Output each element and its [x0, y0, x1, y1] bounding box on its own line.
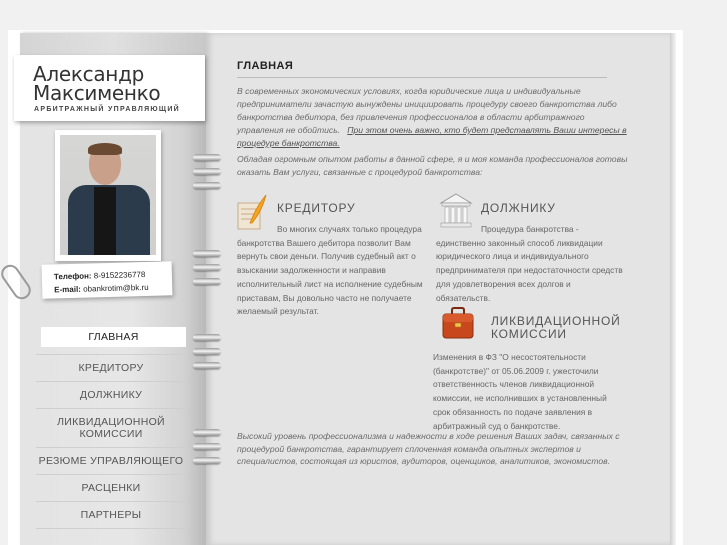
page-edge — [670, 33, 676, 545]
email-label: E-mail: — [54, 284, 82, 295]
nav-item-creditor[interactable]: КРЕДИТОРУ — [36, 355, 186, 382]
nav-item-resume[interactable]: РЕЗЮМЕ УПРАВЛЯЮЩЕГО — [36, 448, 186, 475]
briefcase-icon — [441, 306, 475, 342]
spiral-ring — [193, 429, 221, 436]
phone-label: Телефон: — [53, 271, 92, 282]
spiral-ring — [193, 348, 221, 355]
section-title-liquidation[interactable] — [491, 315, 621, 341]
section-title-debtor[interactable]: ДОЛЖНИКУ — [481, 201, 556, 215]
page-title: ГЛАВНАЯ — [237, 60, 607, 78]
creditor-text: Во многих случаях только процедура банкротства Вашего дебитора позволит Вам вернуть свои деньги. Получив судебный акт о взыскании задолженности и направив исполнительный лист на исполнение судебным приставам, Вы довольно часто не получаете желаемый результат. — [237, 224, 423, 317]
intro-paragraph — [237, 85, 633, 150]
spiral-ring — [193, 168, 221, 175]
intro-link[interactable]: При этом очень важно, кто будет представлять Ваши интересы в процедуре банкротства. — [237, 125, 627, 148]
spiral-ring — [193, 443, 221, 450]
nav-item-liquidation-commission[interactable]: ЛИКВИДАЦИОННОЙ КОМИССИИ — [36, 409, 186, 448]
spiral-ring — [193, 182, 221, 189]
section-text-liquidation — [433, 351, 623, 433]
shirt-shape — [94, 187, 116, 255]
job-subtitle: АРБИТРАЖНЫЙ УПРАВЛЯЮЩИЙ — [34, 106, 181, 113]
email-link[interactable]: obankrotim@bk.ru — [83, 282, 149, 294]
spiral-ring — [193, 154, 221, 161]
email-row — [54, 280, 172, 296]
phone-value: 8-9152236778 — [93, 269, 146, 281]
nav-item-partners[interactable]: ПАРТНЕРЫ — [36, 502, 186, 529]
spiral-ring — [193, 362, 221, 369]
name-card — [14, 55, 205, 121]
spiral-ring — [193, 278, 221, 285]
liquidation-title-line1: ЛИКВИДАЦИОННОЙ — [491, 314, 621, 328]
hair-shape — [88, 143, 122, 155]
section-text-debtor — [436, 223, 626, 305]
liquidation-title-line2: КОМИССИИ — [491, 327, 567, 341]
name-last: Максименко — [33, 81, 161, 105]
nav-item-prices[interactable]: РАСЦЕНКИ — [36, 475, 186, 502]
spiral-ring — [193, 264, 221, 271]
main-nav — [36, 327, 186, 529]
contact-card — [42, 261, 173, 298]
portrait-image — [60, 135, 156, 255]
outro-paragraph: Высокий уровень профессионализма и надежности в ходе решения Ваших задач, связанных с процедурой банкротства, гарантирует сплоченная команда опытных экспертов и специалистов, состоящая из юристов, аудиторов, оценщиков, аналитиков, экономистов. — [237, 431, 620, 466]
nav-item-home[interactable]: ГЛАВНАЯ — [41, 327, 186, 347]
liquidation-text: Изменения в ФЗ "О несостоятельности (банкротстве)" от 05.06.2009 г. ужесточили ответственность членов ликвидационной комиссии, не исполнивших в установленный срок обязанность по подаче заявления в арбитражный суд о банкротстве. — [433, 352, 607, 431]
intro-text: В современных экономических условиях, когда юридические лица и индивидуальные предприниматели зачастую вынуждены инициировать процедуру своего банкротства либо банкротства дебитора, без привлечения профессионалов в области арбитражного управления не обойтись. — [237, 86, 617, 135]
debtor-text: Процедура банкротства - единственно законный способ ликвидации юридического лица и индивидуального предпринимателя при недостаточности средств для удовлетворения всех долгов и обязательств. — [436, 224, 623, 303]
services-intro: Обладая огромным опытом работы в данной сфере, я и моя команда профессионалов готовы оказать Вам услуги, связанные с процедурой банкротства: — [237, 154, 628, 177]
section-title-creditor[interactable]: КРЕДИТОРУ — [277, 201, 356, 215]
nav-item-debtor[interactable]: ДОЛЖНИКУ — [36, 382, 186, 409]
spiral-ring — [193, 457, 221, 464]
section-text-creditor — [237, 223, 425, 319]
spiral-ring — [193, 250, 221, 257]
portrait-photo — [55, 130, 161, 261]
spiral-ring — [193, 334, 221, 341]
main-content — [237, 60, 633, 150]
cover-top-strip — [20, 33, 206, 55]
name-first: Александр — [33, 62, 145, 86]
